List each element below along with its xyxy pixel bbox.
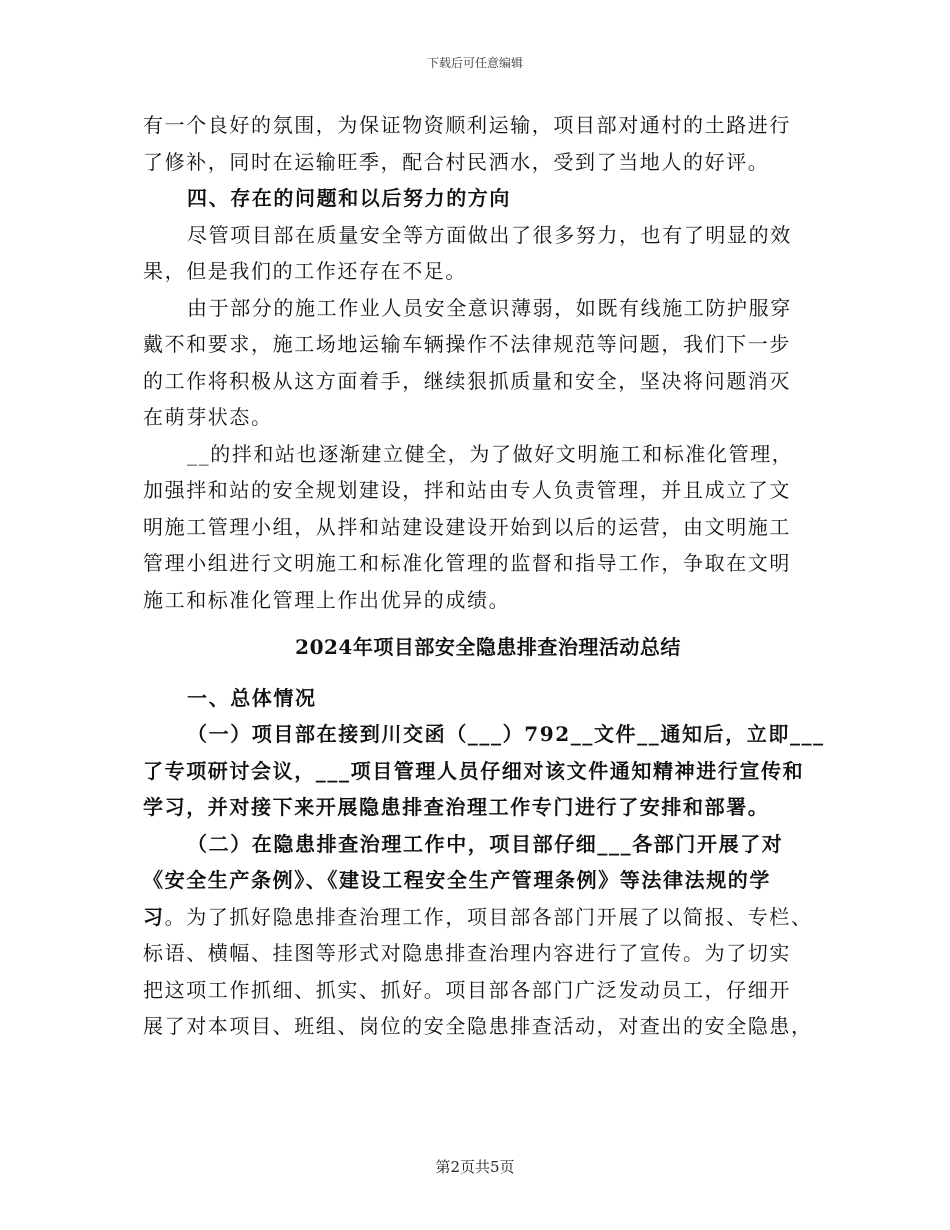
text-segment: 习 (143, 904, 165, 929)
text-line: __的拌和站也逐渐建立健全，为了做好文明施工和标准化管理， (187, 441, 794, 466)
paragraph-block-1 (143, 107, 833, 618)
text-line: 标语、横幅、挂图等形式对隐患排查治理内容进行了宣传。为了切实 (143, 941, 791, 965)
text-line: 有一个良好的氛围，为保证物资顺利运输，项目部对通村的土路进行 (143, 113, 791, 137)
text-line: 加强拌和站的安全规划建设，拌和站由专人负责管理，并且成立了文 (143, 478, 791, 502)
text-line: （一）项目部在接到川交函（___）792__文件__通知后，立即___ (187, 722, 825, 746)
text-line: 尽管项目部在质量安全等方面做出了很多努力，也有了明显的效 (187, 222, 792, 247)
text-line: 一、总体情况 (187, 685, 317, 710)
text-line: 管理小组进行文明施工和标准化管理的监督和指导工作，争取在文明 (143, 551, 791, 575)
text-line: 《安全生产条例》、《建设工程安全生产管理条例》等法律法规的学 (143, 868, 771, 892)
document-body (143, 107, 833, 1045)
text-line: 了专项研讨会议，___项目管理人员仔细对该文件通知精神进行宣传和 (143, 758, 805, 783)
header-note: 下载后可任意编辑 (426, 56, 523, 70)
text-line: 把这项工作抓细、抓实、抓好。项目部各部门广泛发动员工，仔细开 (143, 977, 791, 1002)
text-line: 了修补，同时在运输旺季，配合村民洒水，受到了当地人的好评。 (143, 149, 770, 174)
text-line (143, 899, 833, 936)
section-title: 2024年项目部安全隐患排查治理活动总结 (295, 635, 681, 659)
page-number: 第2页共5页 (435, 1158, 515, 1176)
text-line: 的工作将积极从这方面着手，继续狠抓质量和安全，坚决将问题消灭 (143, 368, 791, 393)
text-line: 明施工管理小组，从拌和站建设建设开始到以后的运营，由文明施工 (143, 514, 791, 539)
text-line: （二）在隐患排查治理工作中，项目部仔细___各部门开展了对 (187, 831, 784, 856)
text-line: 在萌芽状态。 (143, 405, 273, 429)
text-line: 由于部分的施工作业人员安全意识薄弱，如既有线施工防护服穿 (187, 295, 792, 320)
text-line: 展了对本项目、班组、岗位的安全隐患排查活动，对查出的安全隐患， (143, 1014, 813, 1038)
text-line: 学习，并对接下来开展隐患排查治理工作专门进行了安排和部署。 (143, 795, 770, 819)
text-line: 施工和标准化管理上作出优异的成绩。 (143, 587, 511, 612)
text-line: 四、存在的问题和以后努力的方向 (187, 186, 511, 210)
text-line: 戴不和要求，施工场地运输车辆操作不法律规范等问题，我们下一步 (143, 332, 791, 356)
paragraph-block-2 (143, 680, 833, 1045)
text-line: 果，但是我们的工作还存在不足。 (143, 259, 467, 283)
text-segment: 。为了抓好隐患排查治理工作，项目部各部门开展了以简报、专栏、 (164, 904, 813, 929)
